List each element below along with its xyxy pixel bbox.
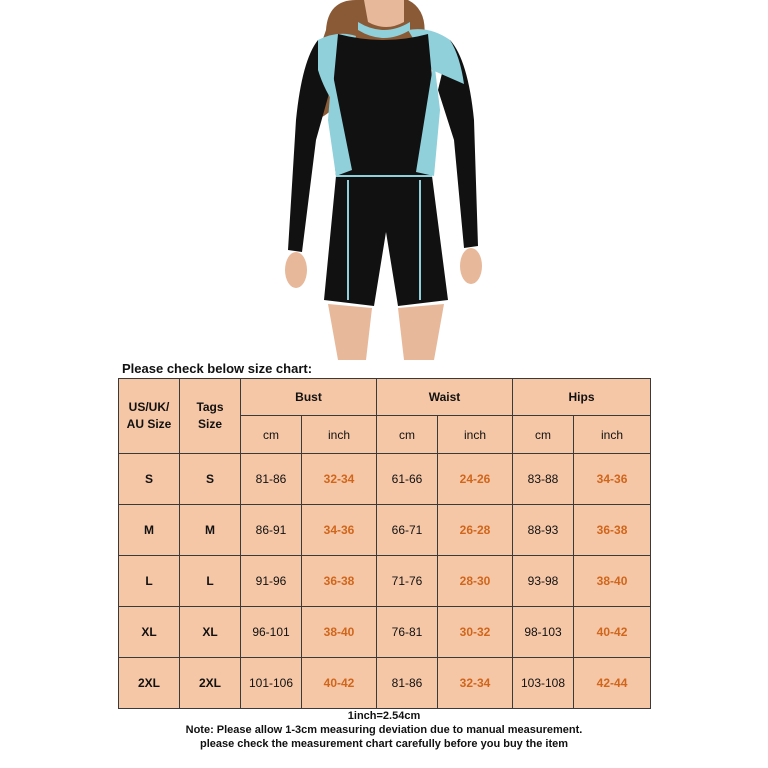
waist-inch-cell: 30-32 — [438, 607, 513, 658]
bust-cm-cell: 86-91 — [241, 505, 302, 556]
hips-cm-cell: 83-88 — [513, 454, 574, 505]
bust-cm-cell: 81-86 — [241, 454, 302, 505]
waist-cm-cell: 66-71 — [377, 505, 438, 556]
bust-inch-cell: 36-38 — [302, 556, 377, 607]
hips-inch-cell: 36-38 — [574, 505, 651, 556]
hips-inch-cell: 34-36 — [574, 454, 651, 505]
swimsuit-product-image — [268, 0, 500, 360]
conversion-note: 1inch=2.54cm — [347, 710, 421, 722]
measurement-advice-note: please check the measurement chart carefully before you buy the item — [199, 738, 569, 750]
waist-inch-cell: 26-28 — [438, 505, 513, 556]
hips-inch-header: inch — [574, 416, 651, 454]
waist-cm-cell: 81-86 — [377, 658, 438, 709]
waist-header: Waist — [377, 379, 513, 416]
waist-cm-cell: 61-66 — [377, 454, 438, 505]
table-row — [119, 658, 651, 709]
deviation-note: Note: Please allow 1-3cm measuring deviation due to manual measurement. — [185, 724, 583, 736]
hips-cm-cell: 88-93 — [513, 505, 574, 556]
hips-inch-cell: 40-42 — [574, 607, 651, 658]
bust-cm-cell: 96-101 — [241, 607, 302, 658]
bust-cm-cell: 101-106 — [241, 658, 302, 709]
us-size-cell: L — [119, 556, 180, 607]
tag-size-cell: 2XL — [180, 658, 241, 709]
bust-inch-cell: 40-42 — [302, 658, 377, 709]
waist-inch-cell: 32-34 — [438, 658, 513, 709]
us-size-cell: XL — [119, 607, 180, 658]
table-row — [119, 607, 651, 658]
bust-header: Bust — [241, 379, 377, 416]
hips-cm-cell: 93-98 — [513, 556, 574, 607]
us-size-cell: 2XL — [119, 658, 180, 709]
us-size-cell: S — [119, 454, 180, 505]
hips-header: Hips — [513, 379, 651, 416]
hips-cm-cell: 98-103 — [513, 607, 574, 658]
table-row — [119, 556, 651, 607]
us-size-header: US/UK/ AU Size — [119, 379, 180, 454]
size-chart-table — [118, 378, 651, 709]
waist-inch-cell: 28-30 — [438, 556, 513, 607]
table-row — [119, 505, 651, 556]
hips-cm-cell: 103-108 — [513, 658, 574, 709]
tag-size-cell: S — [180, 454, 241, 505]
waist-cm-cell: 71-76 — [377, 556, 438, 607]
tags-size-header: Tags Size — [180, 379, 241, 454]
waist-cm-header: cm — [377, 416, 438, 454]
us-size-cell: M — [119, 505, 180, 556]
hips-inch-cell: 38-40 — [574, 556, 651, 607]
bust-inch-cell: 34-36 — [302, 505, 377, 556]
hips-cm-header: cm — [513, 416, 574, 454]
bust-inch-cell: 38-40 — [302, 607, 377, 658]
table-row — [119, 454, 651, 505]
bust-inch-header: inch — [302, 416, 377, 454]
waist-inch-header: inch — [438, 416, 513, 454]
hips-inch-cell: 42-44 — [574, 658, 651, 709]
waist-cm-cell: 76-81 — [377, 607, 438, 658]
size-chart-title: Please check below size chart: — [122, 361, 313, 376]
tag-size-cell: L — [180, 556, 241, 607]
bust-cm-header: cm — [241, 416, 302, 454]
tag-size-cell: M — [180, 505, 241, 556]
bust-cm-cell: 91-96 — [241, 556, 302, 607]
tag-size-cell: XL — [180, 607, 241, 658]
bust-inch-cell: 32-34 — [302, 454, 377, 505]
waist-inch-cell: 24-26 — [438, 454, 513, 505]
